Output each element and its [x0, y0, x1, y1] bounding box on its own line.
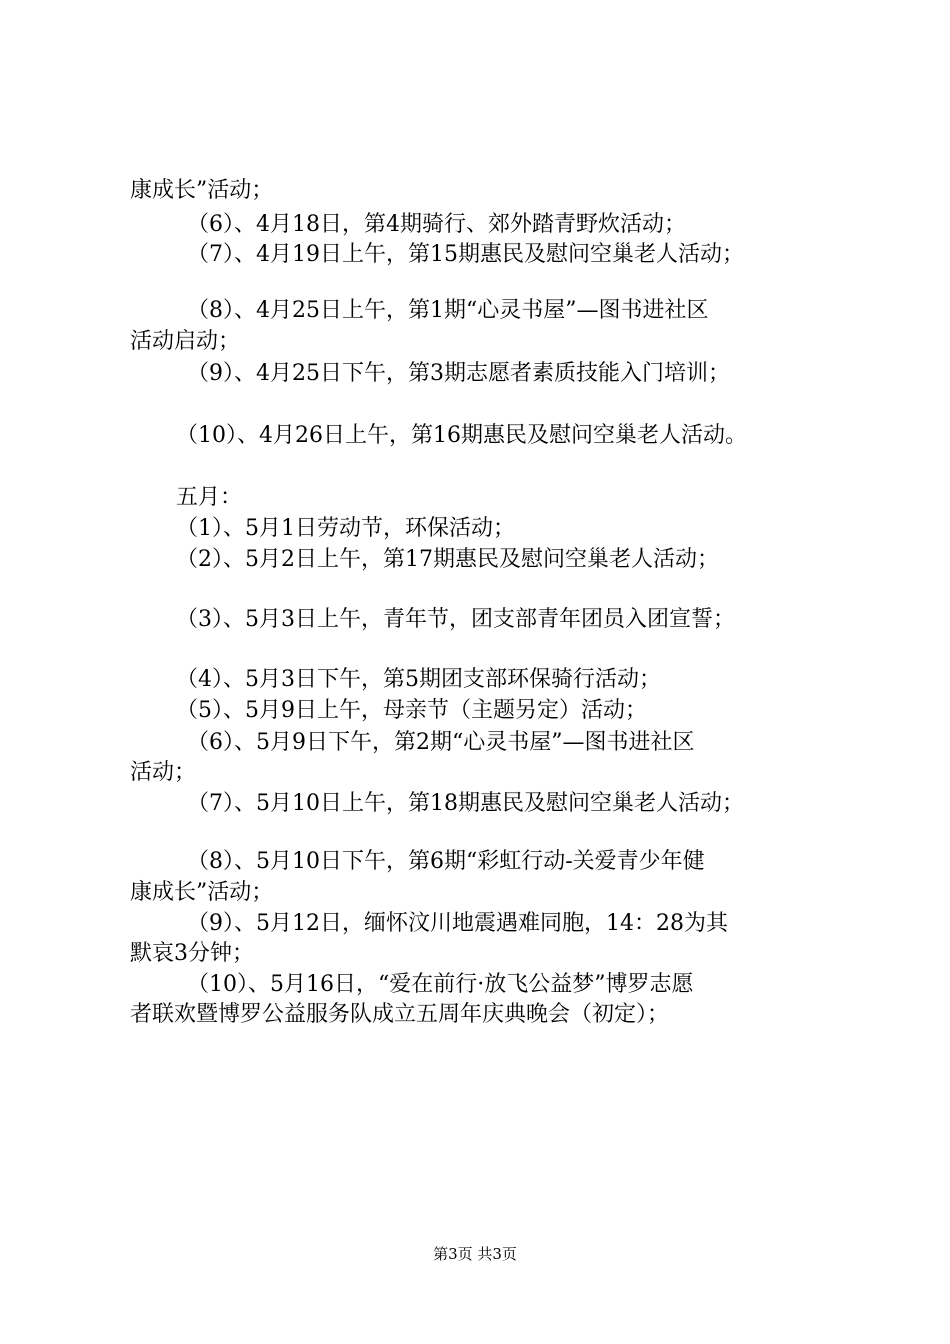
text-line: （4）、5月3日下午，第5期团支部环保骑行活动； [176, 667, 661, 692]
text-line: 活动； [130, 760, 197, 785]
text-line: 者联欢暨博罗公益服务队成立五周年庆典晚会（初定）； [130, 1002, 670, 1027]
text-line: （7）、4月19日上午，第15期惠民及慰问空巢老人活动； [187, 242, 744, 267]
text-line: （10）、4月26日上午，第16期惠民及慰问空巢老人活动。 [176, 423, 747, 448]
text-line: （7）、5月10日上午，第18期惠民及慰问空巢老人活动； [187, 791, 744, 816]
text-line: （1）、5月1日劳动节，环保活动； [176, 516, 515, 541]
text-line: （3）、5月3日上午，青年节，团支部青年团员入团宣誓； [176, 607, 735, 632]
text-line: 默哀3分钟； [130, 941, 254, 966]
section-heading: 五月： [176, 485, 243, 510]
text-line: （8）、4月25日上午，第1期“心灵书屋”—图书进社区 [187, 298, 709, 323]
text-line: （9）、5月12日，缅怀汶川地震遇难同胞，14：28为其 [187, 911, 728, 936]
text-line: 活动启动； [130, 329, 241, 354]
text-line: （2）、5月2日上午，第17期惠民及慰问空巢老人活动； [176, 547, 719, 572]
text-line: （8）、5月10日下午，第6期“彩虹行动-关爱青少年健 [187, 849, 705, 874]
text-line: （9）、4月25日下午，第3期志愿者素质技能入门培训； [187, 361, 730, 386]
text-line: （6）、4月18日，第4期骑行、郊外踏青野炊活动； [187, 212, 686, 237]
text-line: 康成长”活动； [130, 880, 274, 905]
text-line: （10）、5月16日，“爱在前行·放飞公益梦”博罗志愿 [187, 972, 694, 997]
text-line: 康成长”活动； [130, 178, 274, 203]
text-line: （5）、5月9日上午，母亲节（主题另定）活动； [176, 698, 647, 723]
page-footer: 第3页 共3页 [433, 1245, 517, 1263]
text-line: （6）、5月9日下午，第2期“心灵书屋”—图书进社区 [187, 730, 695, 755]
